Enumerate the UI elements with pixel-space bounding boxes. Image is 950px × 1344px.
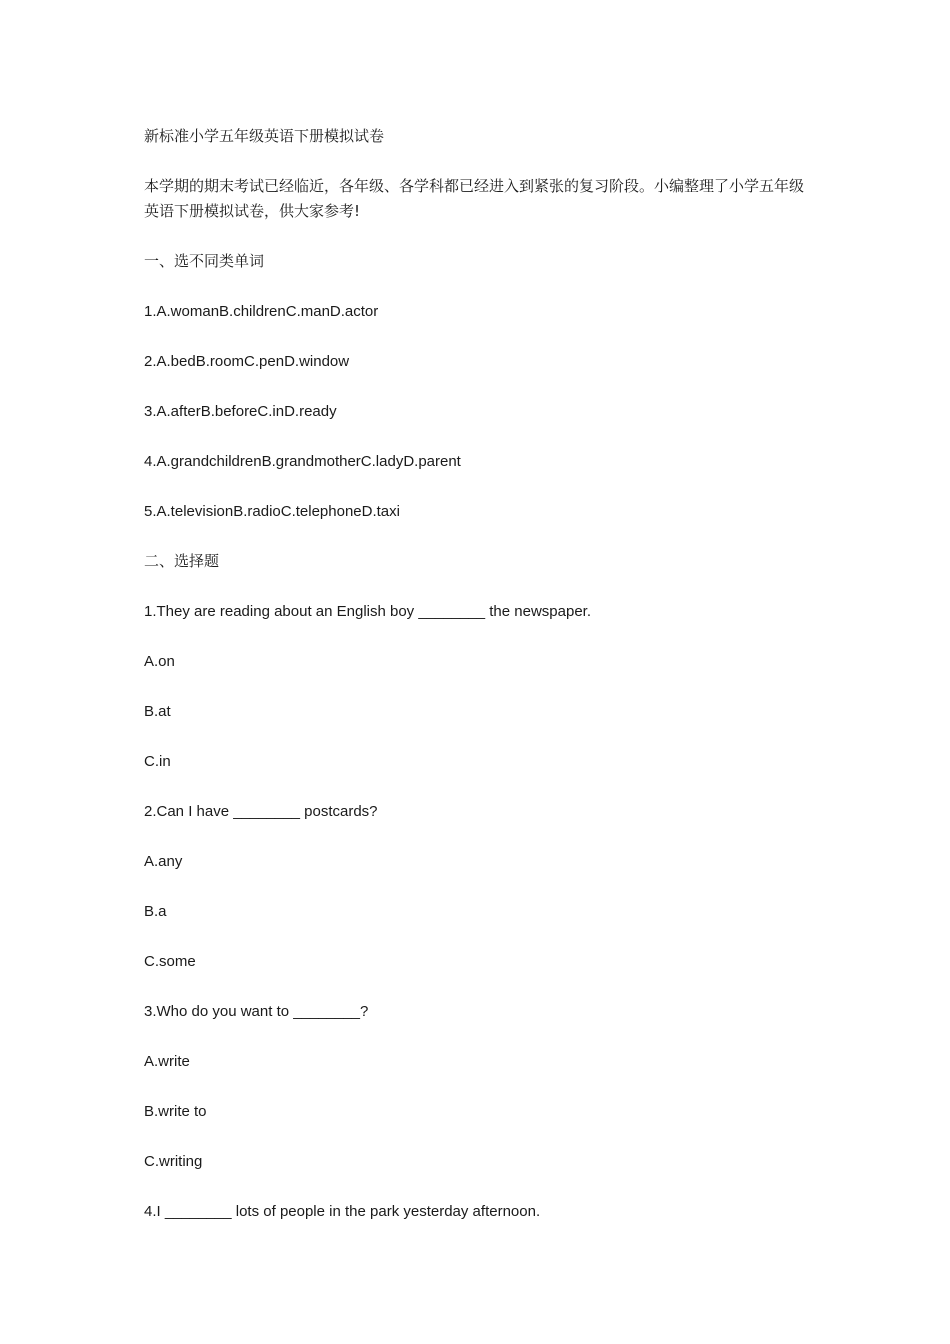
- question-option: C.in: [144, 753, 171, 770]
- section1-item: 5.A.televisionB.radioC.telephoneD.taxi: [144, 503, 400, 520]
- question-option: A.on: [144, 653, 175, 670]
- section1-item: 3.A.afterB.beforeC.inD.ready: [144, 403, 337, 420]
- intro-paragraph: 本学期的期末考试已经临近，各年级、各学科都已经进入到紧张的复习阶段。小编整理了小学五年级英语下册模拟试卷，供大家参考!: [144, 177, 805, 220]
- question-option: B.at: [144, 703, 171, 720]
- question-stem: 2.Can I have ________ postcards?: [144, 803, 378, 820]
- question-stem: 3.Who do you want to ________?: [144, 1003, 369, 1020]
- question-option: A.any: [144, 853, 183, 870]
- question-stem: 1.They are reading about an English boy ________ the newspaper.: [144, 603, 591, 620]
- question-option: B.write to: [144, 1103, 207, 1120]
- question-stem: 4.I ________ lots of people in the park yesterday afternoon.: [144, 1203, 541, 1220]
- question-option: C.some: [144, 953, 196, 970]
- document-page: [144, 124, 814, 1249]
- question-option: C.writing: [144, 1153, 203, 1170]
- section1-item: 4.A.grandchildrenB.grandmotherC.ladyD.parent: [144, 453, 461, 470]
- question-option: B.a: [144, 903, 167, 920]
- section1-heading: 一、选不同类单词: [144, 252, 265, 270]
- section1-item: 2.A.bedB.roomC.penD.window: [144, 353, 350, 370]
- section1-item: 1.A.womanB.childrenC.manD.actor: [144, 303, 379, 320]
- document-title: 新标准小学五年级英语下册模拟试卷: [144, 127, 385, 145]
- section2-heading: 二、选择题: [144, 552, 220, 570]
- question-option: A.write: [144, 1053, 190, 1070]
